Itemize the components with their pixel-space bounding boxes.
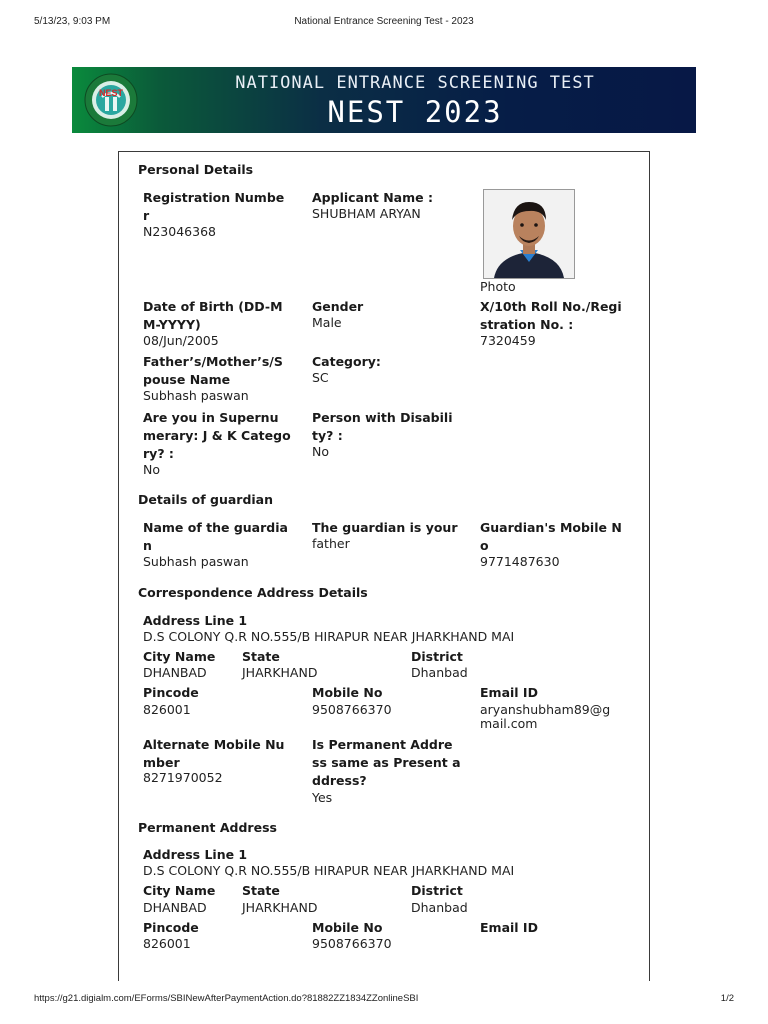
guardian-relation-label: The guardian is your <box>312 520 458 535</box>
section-correspondence-address: Correspondence Address Details <box>138 585 368 600</box>
corr-email-label: Email ID <box>480 685 538 700</box>
applicant-name-value: SHUBHAM ARYAN <box>312 206 421 221</box>
section-permanent-address: Permanent Address <box>138 820 277 835</box>
corr-city-label: City Name <box>143 649 216 664</box>
same-address-label-cont: ss same as Present a <box>312 755 461 770</box>
corr-state-label: State <box>242 649 280 664</box>
roll-number-label: X/10th Roll No./Regi <box>480 299 622 314</box>
roll-number-value: 7320459 <box>480 333 536 348</box>
perm-email-label: Email ID <box>480 920 538 935</box>
corr-email-value: aryanshubham89@g <box>480 702 611 717</box>
same-address-label: Is Permanent Addre <box>312 737 453 752</box>
corr-city-value: DHANBAD <box>143 665 207 680</box>
alt-mobile-label-cont: mber <box>143 755 180 770</box>
parent-name-label: Father’s/Mother’s/S <box>143 354 283 369</box>
alt-mobile-label: Alternate Mobile Nu <box>143 737 285 752</box>
reg-number-value: N23046368 <box>143 224 216 239</box>
corr-email-value-cont: mail.com <box>480 716 538 731</box>
parent-name-value: Subhash paswan <box>143 388 249 403</box>
perm-city-label: City Name <box>143 883 216 898</box>
perm-district-value: Dhanbad <box>411 900 468 915</box>
perm-district-label: District <box>411 883 463 898</box>
supernumerary-label-cont2: ry? : <box>143 446 174 461</box>
print-header <box>0 16 768 30</box>
reg-number-label-cont: r <box>143 208 150 223</box>
gender-value: Male <box>312 315 342 330</box>
corr-pincode-label: Pincode <box>143 685 199 700</box>
corr-pincode-value: 826001 <box>143 702 191 717</box>
banner-subtitle: NEST 2023 <box>327 95 503 129</box>
corr-mobile-label: Mobile No <box>312 685 383 700</box>
banner-title: NATIONAL ENTRANCE SCREENING TEST <box>235 73 595 93</box>
applicant-photo <box>483 189 575 279</box>
perm-pincode-label: Pincode <box>143 920 199 935</box>
photo-label: Photo <box>480 279 516 294</box>
corr-state-value: JHARKHAND <box>242 665 318 680</box>
perm-state-label: State <box>242 883 280 898</box>
corr-address-value: D.S COLONY Q.R NO.555/B HIRAPUR NEAR JHARKHAND MAI <box>143 629 515 644</box>
perm-address-label: Address Line 1 <box>143 847 248 862</box>
dob-label-cont: M-YYYY) <box>143 317 201 332</box>
corr-district-value: Dhanbad <box>411 665 468 680</box>
perm-mobile-value: 9508766370 <box>312 936 392 951</box>
nest-banner <box>72 67 696 133</box>
dob-label: Date of Birth (DD-M <box>143 299 283 314</box>
supernumerary-label-cont: merary: J & K Catego <box>143 428 291 443</box>
print-timestamp: 5/13/23, 9:03 PM <box>34 16 111 27</box>
section-personal-details: Personal Details <box>138 162 254 177</box>
supernumerary-label: Are you in Supernu <box>143 410 279 425</box>
print-url[interactable]: https://g21.digialm.com/EForms/SBINewAfterPaymentAction.do?81882ZZ1834ZZonlineSBI <box>34 993 419 1004</box>
guardian-mobile-label: Guardian's Mobile N <box>480 520 622 535</box>
roll-number-label-cont: stration No. : <box>480 317 574 332</box>
category-value: SC <box>312 370 329 385</box>
photo-portrait-icon <box>484 190 574 278</box>
svg-text:NEST: NEST <box>98 88 124 98</box>
disability-label: Person with Disabili <box>312 410 453 425</box>
print-page-number: 1/2 <box>720 993 734 1004</box>
parent-name-label-cont: pouse Name <box>143 372 231 387</box>
guardian-relation-value: father <box>312 536 350 551</box>
corr-mobile-value: 9508766370 <box>312 702 392 717</box>
same-address-value: Yes <box>312 790 333 805</box>
guardian-name-label-cont: n <box>143 538 152 553</box>
gender-label: Gender <box>312 299 364 314</box>
section-guardian: Details of guardian <box>138 492 274 507</box>
guardian-name-value: Subhash paswan <box>143 554 249 569</box>
supernumerary-value: No <box>143 462 160 477</box>
guardian-name-label: Name of the guardia <box>143 520 288 535</box>
same-address-label-cont2: ddress? <box>312 773 367 788</box>
guardian-mobile-value: 9771487630 <box>480 554 560 569</box>
perm-state-value: JHARKHAND <box>242 900 318 915</box>
alt-mobile-value: 8271970052 <box>143 770 223 785</box>
corr-address-label: Address Line 1 <box>143 613 248 628</box>
perm-city-value: DHANBAD <box>143 900 207 915</box>
guardian-mobile-label-cont: o <box>480 538 489 553</box>
print-footer <box>0 993 768 1007</box>
dob-value: 08/Jun/2005 <box>143 333 219 348</box>
perm-mobile-label: Mobile No <box>312 920 383 935</box>
perm-address-value: D.S COLONY Q.R NO.555/B HIRAPUR NEAR JHARKHAND MAI <box>143 863 515 878</box>
disability-label-cont: ty? : <box>312 428 343 443</box>
disability-value: No <box>312 444 329 459</box>
reg-number-label: Registration Numbe <box>143 190 285 205</box>
applicant-name-label: Applicant Name : <box>312 190 433 205</box>
print-title: National Entrance Screening Test - 2023 <box>294 16 474 27</box>
category-label: Category: <box>312 354 381 369</box>
perm-pincode-value: 826001 <box>143 936 191 951</box>
corr-district-label: District <box>411 649 463 664</box>
